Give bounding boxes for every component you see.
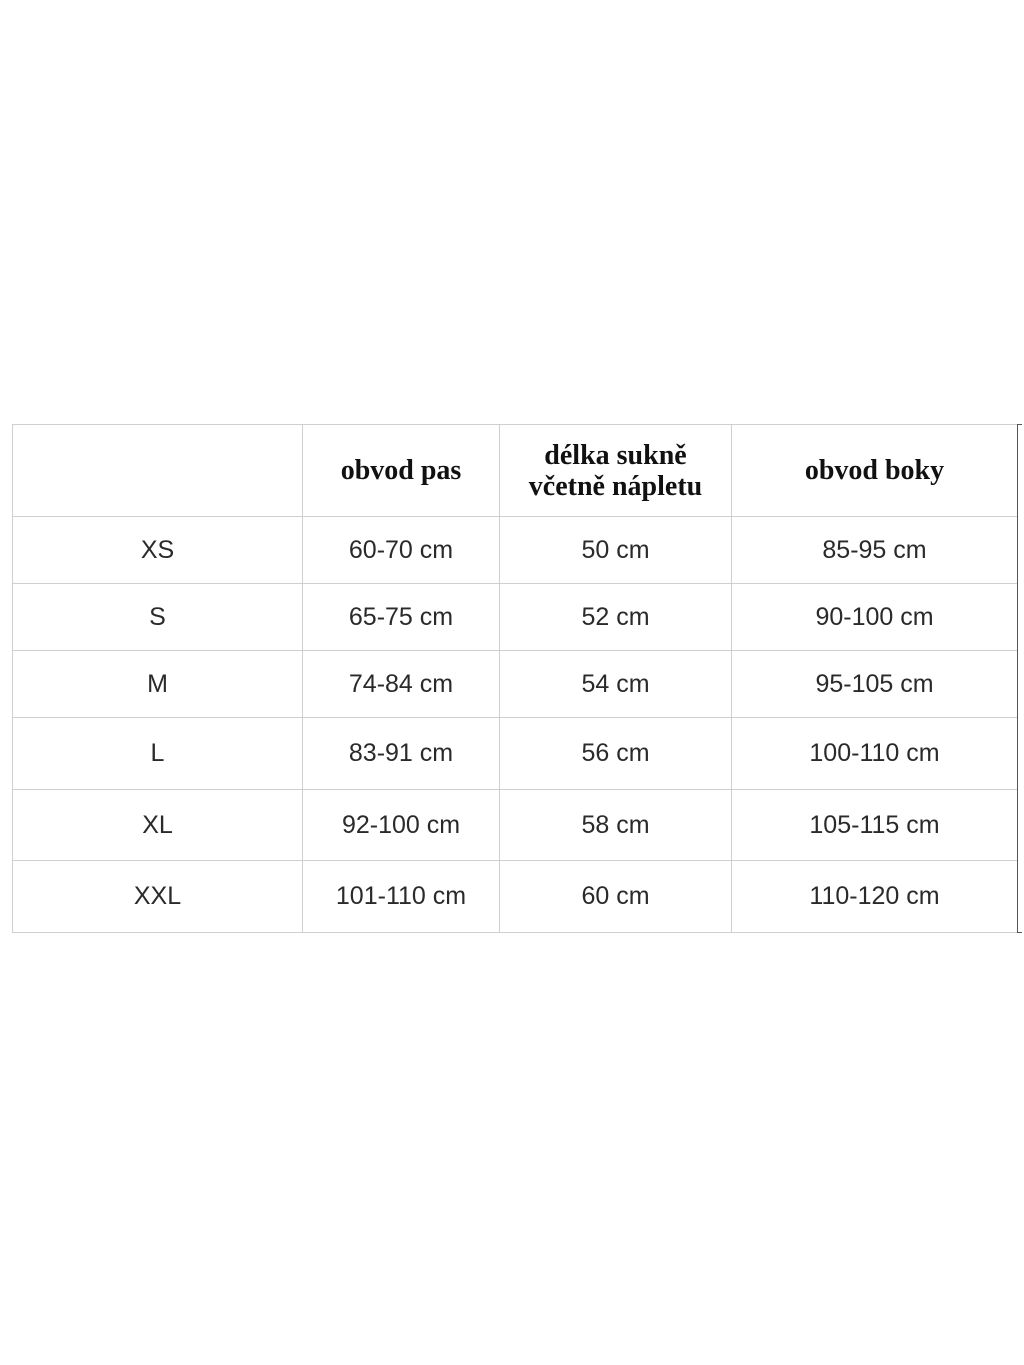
hips-cell: 90-100 cm (732, 584, 1018, 651)
header-size (13, 425, 303, 517)
table-row (13, 651, 1018, 718)
length-cell: 60 cm (500, 861, 732, 933)
hips-cell: 110-120 cm (732, 861, 1018, 933)
waist-cell: 83-91 cm (303, 718, 500, 790)
waist-cell: 60-70 cm (303, 517, 500, 584)
table-row (13, 517, 1018, 584)
size-cell: L (13, 718, 303, 790)
hips-cell: 105-115 cm (732, 790, 1018, 861)
table-edge-marker (1017, 424, 1022, 933)
waist-cell: 65-75 cm (303, 584, 500, 651)
header-skirt-length: délka sukně včetně nápletu (500, 425, 732, 517)
hips-cell: 85-95 cm (732, 517, 1018, 584)
length-cell: 50 cm (500, 517, 732, 584)
length-cell: 54 cm (500, 651, 732, 718)
length-cell: 56 cm (500, 718, 732, 790)
header-hips: obvod boky (732, 425, 1018, 517)
length-cell: 58 cm (500, 790, 732, 861)
table-row (13, 861, 1018, 933)
waist-cell: 74-84 cm (303, 651, 500, 718)
header-row (13, 425, 1018, 517)
length-cell: 52 cm (500, 584, 732, 651)
size-cell: XL (13, 790, 303, 861)
size-cell: S (13, 584, 303, 651)
table-row (13, 790, 1018, 861)
hips-cell: 95-105 cm (732, 651, 1018, 718)
size-cell: M (13, 651, 303, 718)
table-row (13, 718, 1018, 790)
header-waist: obvod pas (303, 425, 500, 517)
waist-cell: 92-100 cm (303, 790, 500, 861)
size-cell: XXL (13, 861, 303, 933)
table-row (13, 584, 1018, 651)
hips-cell: 100-110 cm (732, 718, 1018, 790)
size-cell: XS (13, 517, 303, 584)
waist-cell: 101-110 cm (303, 861, 500, 933)
size-chart-table (12, 424, 1018, 933)
